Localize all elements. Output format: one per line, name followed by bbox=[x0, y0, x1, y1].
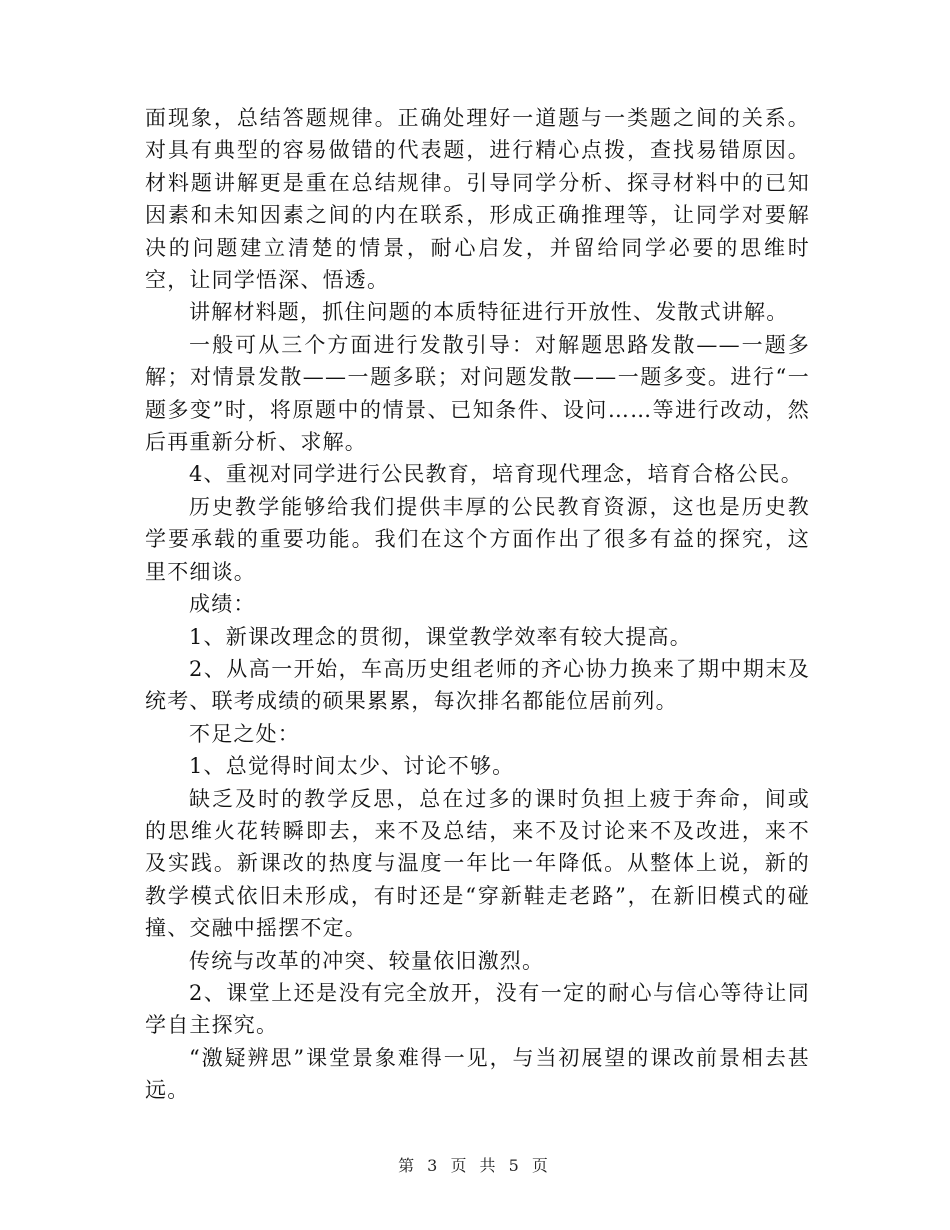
paragraph: 不足之处： bbox=[189, 721, 300, 746]
paragraph: 历史教学能够给我们提供丰厚的公民教育资源，这也是历史教学要承载的重要功能。我们在这个方面作出了很多有益的探究，这里不细谈。 bbox=[145, 494, 810, 584]
paragraph: 1、新课改理念的贯彻，课堂教学效率有较大提高。 bbox=[189, 624, 692, 649]
paragraph: 1、总觉得时间太少、讨论不够。 bbox=[189, 754, 515, 779]
document-body bbox=[145, 102, 810, 1107]
paragraph: “激疑辨思”课堂景象难得一见，与当初展望的课改前景相去甚远。 bbox=[145, 1045, 810, 1103]
paragraph: 一般可从三个方面进行发散引导：对解题思路发散——一题多解；对情景发散——一题多联；对问题发散——一题多变。进行“一题多变”时，将原题中的情景、已知条件、设问……等进行改动，然后再重新分析、求解。 bbox=[145, 332, 810, 455]
paragraph: 传统与改革的冲突、较量依旧激烈。 bbox=[189, 948, 545, 973]
paragraph: 4、重视对同学进行公民教育，培育现代理念，培育合格公民。 bbox=[189, 462, 803, 487]
paragraph: 缺乏及时的教学反思，总在过多的课时负担上疲于奔命，间或的思维火花转瞬即去，来不及总结，来不及讨论来不及改进，来不及实践。新课改的热度与温度一年比一年降低。从整体上说，新的教学模式依旧未形成，有时还是“穿新鞋走老路”，在新旧模式的碰撞、交融中摇摆不定。 bbox=[145, 786, 810, 941]
paragraph: 成绩： bbox=[189, 592, 256, 617]
page-footer: 第 3 页 共 5 页 bbox=[398, 1156, 552, 1175]
paragraph: 2、课堂上还是没有完全放开，没有一定的耐心与信心等待让同学自主探究。 bbox=[145, 980, 810, 1038]
paragraph: 2、从高一开始，车高历史组老师的齐心协力换来了期中期末及统考、联考成绩的硕果累累，每次排名都能位居前列。 bbox=[145, 656, 810, 714]
paragraph: 面现象，总结答题规律。正确处理好一道题与一类题之间的关系。对具有典型的容易做错的代表题，进行精心点拨，查找易错原因。材料题讲解更是重在总结规律。引导同学分析、探寻材料中的已知因素和未知因素之间的内在联系，形成正确推理等，让同学对要解决的问题建立清楚的情景，耐心启发，并留给同学必要的思维时空，让同学悟深、悟透。 bbox=[145, 106, 810, 293]
paragraph: 讲解材料题，抓住问题的本质特征进行开放性、发散式讲解。 bbox=[189, 300, 789, 325]
